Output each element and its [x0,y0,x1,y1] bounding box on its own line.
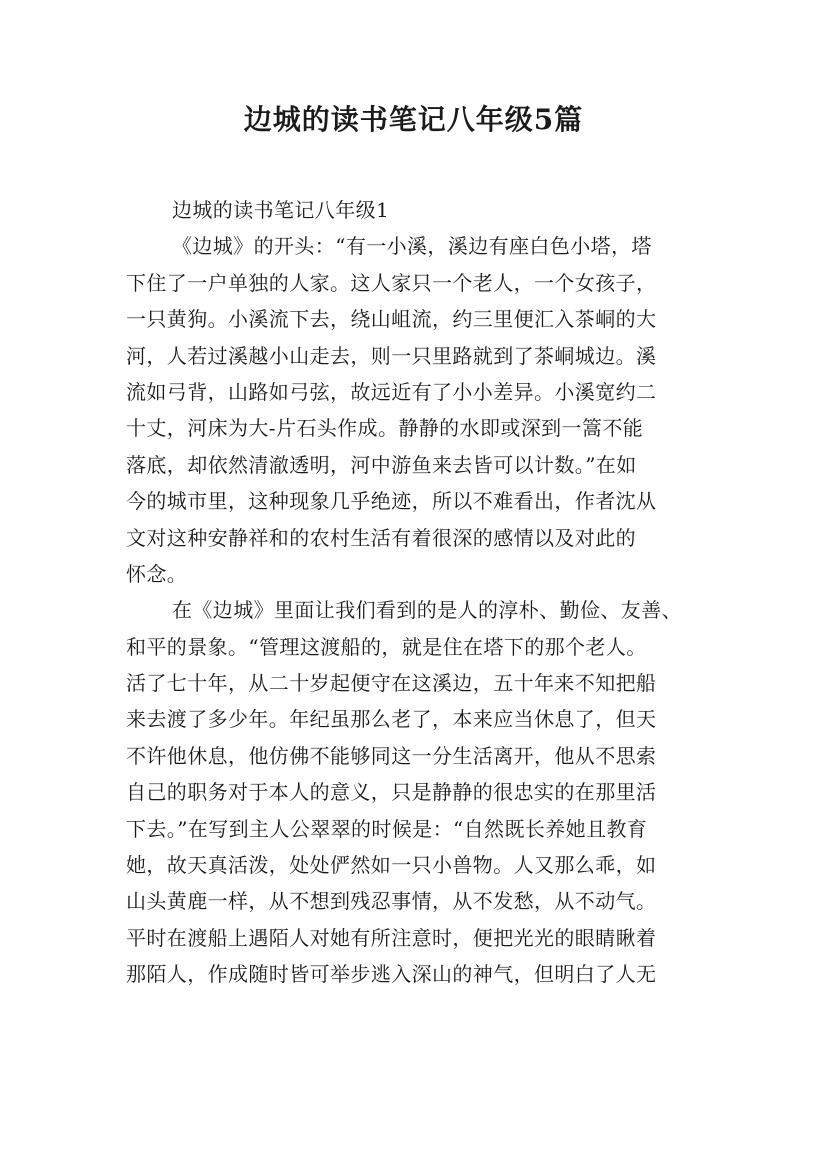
paragraph-line: 怀念。 [126,561,188,586]
paragraph-line: 山头黄鹿一样，从不想到残忍事情，从不发愁，从不动气。 [126,889,657,914]
paragraph-line: 今的城市里，这种现象几乎绝迹，所以不难看出，作者沈从 [126,489,657,514]
paragraph-1 [126,228,706,592]
document-title: 边城的读书笔记八年级5篇 [243,103,584,136]
paragraph-line: 文对这种安静祥和的农村生活有着很深的感情以及对此的 [126,525,636,550]
paragraph-line: 《边城》的开头：“有一小溪，溪边有座白色小塔，塔 [172,234,652,259]
paragraph-line: 那陌人，作成随时皆可举步逃入深山的神气，但明白了人无 [126,962,657,987]
paragraph-line: 下去。”在写到主人公翠翠的时候是：“自然既长养她且教育 [126,816,648,841]
paragraph-line: 下住了一户单独的人家。这人家只一个老人，一个女孩子， [126,270,657,295]
paragraph-line: 一只黄狗。小溪流下去，绕山岨流，约三里便汇入茶峒的大 [126,307,657,332]
paragraph-line: 平时在渡船上遇陌人对她有所注意时，便把光光的眼睛瞅着 [126,925,657,950]
document-body [126,192,706,993]
paragraph-line: 她，故天真活泼，处处俨然如一只小兽物。人又那么乖，如 [126,853,657,878]
paragraph-line: 和平的景象。“管理这渡船的，就是住在塔下的那个老人。 [126,634,647,659]
paragraph-2 [126,592,706,992]
paragraph-line: 河，人若过溪越小山走去，则一只里路就到了茶峒城边。溪 [126,343,657,368]
paragraph-line: 来去渡了多少年。年纪虽那么老了，本来应当休息了，但天 [126,707,657,732]
paragraph-line: 活了七十年，从二十岁起便守在这溪边，五十年来不知把船 [126,671,657,696]
paragraph-line: 十丈，河床为大-片石头作成。静静的水即或深到一篙不能 [126,416,644,441]
section-heading: 边城的读书笔记八年级1 [172,198,390,222]
paragraph-line: 流如弓背，山路如弓弦，故远近有了小小差异。小溪宽约二 [126,379,657,404]
paragraph-line: 不许他休息，他仿佛不能够同这一分生活离开，他从不思索 [126,743,657,768]
paragraph-line: 在《边城》里面让我们看到的是人的淳朴、勤俭、友善、 [172,598,682,623]
paragraph-line: 落底，却依然清澈透明，河中游鱼来去皆可以计数。”在如 [126,452,637,477]
paragraph-line: 自己的职务对于本人的意义，只是静静的很忠实的在那里活 [126,780,657,805]
